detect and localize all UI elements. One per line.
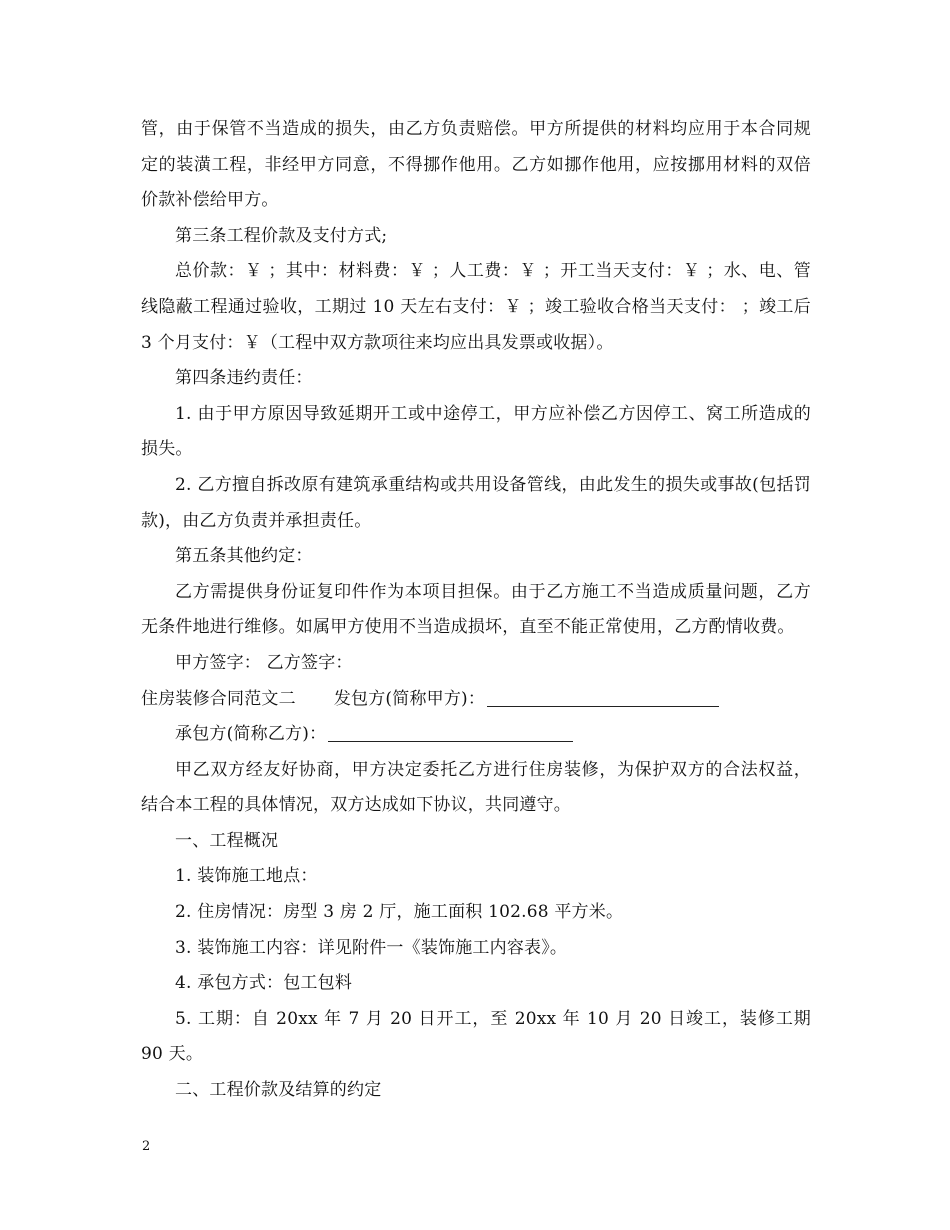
section-three-heading: 第三条工程价款及支付方式; [175, 225, 388, 246]
overview-item-housing: 2. 住房情况：房型 3 房 2 厅，施工面积 102.68 平方米。 [175, 902, 624, 923]
section-price-settlement-heading: 二、工程价款及结算的约定 [175, 1080, 382, 1101]
page-number: 2 [142, 1139, 151, 1154]
party-a-label: 发包方(简称甲方)： [333, 688, 486, 709]
party-b-label: 承包方(简称乙方)： [175, 724, 327, 745]
contract-two-title: 住房装修合同范文二 [141, 688, 296, 709]
section-four-heading: 第四条违约责任： [175, 368, 313, 389]
section-project-overview-heading: 一、工程概况 [175, 830, 279, 851]
party-b-row [141, 717, 811, 753]
party-a-blank-line [487, 686, 719, 707]
paragraph-other-agreements: 乙方需提供身份证复印件作为本项目担保。由于乙方施工不当造成质量问题，乙方无条件地进行维修。如属甲方使用不当造成损坏，直至不能正常使用，乙方酌情收费。 [141, 581, 811, 638]
overview-item-contract-mode: 4. 承包方式：包工包料 [175, 973, 353, 994]
paragraph-material-compensation: 管，由于保管不当造成的损失，由乙方负责赔偿。甲方所提供的材料均应用于本合同规定的装潢工程，非经甲方同意，不得挪作他用。乙方如挪作他用，应按挪用材料的双倍价款补偿给甲方。 [141, 119, 811, 211]
paragraph-agreement-intro: 甲乙双方经友好协商，甲方决定委托乙方进行住房装修，为保护双方的合法权益，结合本工程的具体情况，双方达成如下协议，共同遵守。 [141, 759, 811, 816]
contract-two-title-row [141, 682, 811, 718]
overview-item-location: 1. 装饰施工地点： [175, 866, 318, 887]
overview-item-duration: 5. 工期：自 20xx 年 7 月 20 日开工，至 20xx 年 10 月 20 日竣工，装修工期 90 天。 [141, 1008, 811, 1065]
document-body [141, 112, 811, 1109]
breach-item-2: 2. 乙方擅自拆改原有建筑承重结构或共用设备管线，由此发生的损失或事故(包括罚款)，由乙方负责并承担责任。 [141, 474, 811, 531]
breach-item-1: 1. 由于甲方原因导致延期开工或中途停工，甲方应补偿乙方因停工、窝工所造成的损失。 [141, 403, 811, 460]
overview-item-content: 3. 装饰施工内容：详见附件一《装饰施工内容表》。 [175, 937, 568, 958]
signature-line: 甲方签字： 乙方签字： [175, 652, 353, 673]
party-b-blank-line [328, 721, 573, 742]
section-five-heading: 第五条其他约定： [175, 546, 313, 567]
paragraph-payment-terms: 总价款：￥ ；其中：材料费：￥ ；人工费：￥ ；开工当天支付：￥ ；水、电、管线隐蔽工程通过验收，工期过 10 天左右支付：￥ ；竣工验收合格当天支付： ；竣工后 3 个月支付：￥（工程中双方款项往来均应出具发票或收据）。 [141, 261, 811, 353]
